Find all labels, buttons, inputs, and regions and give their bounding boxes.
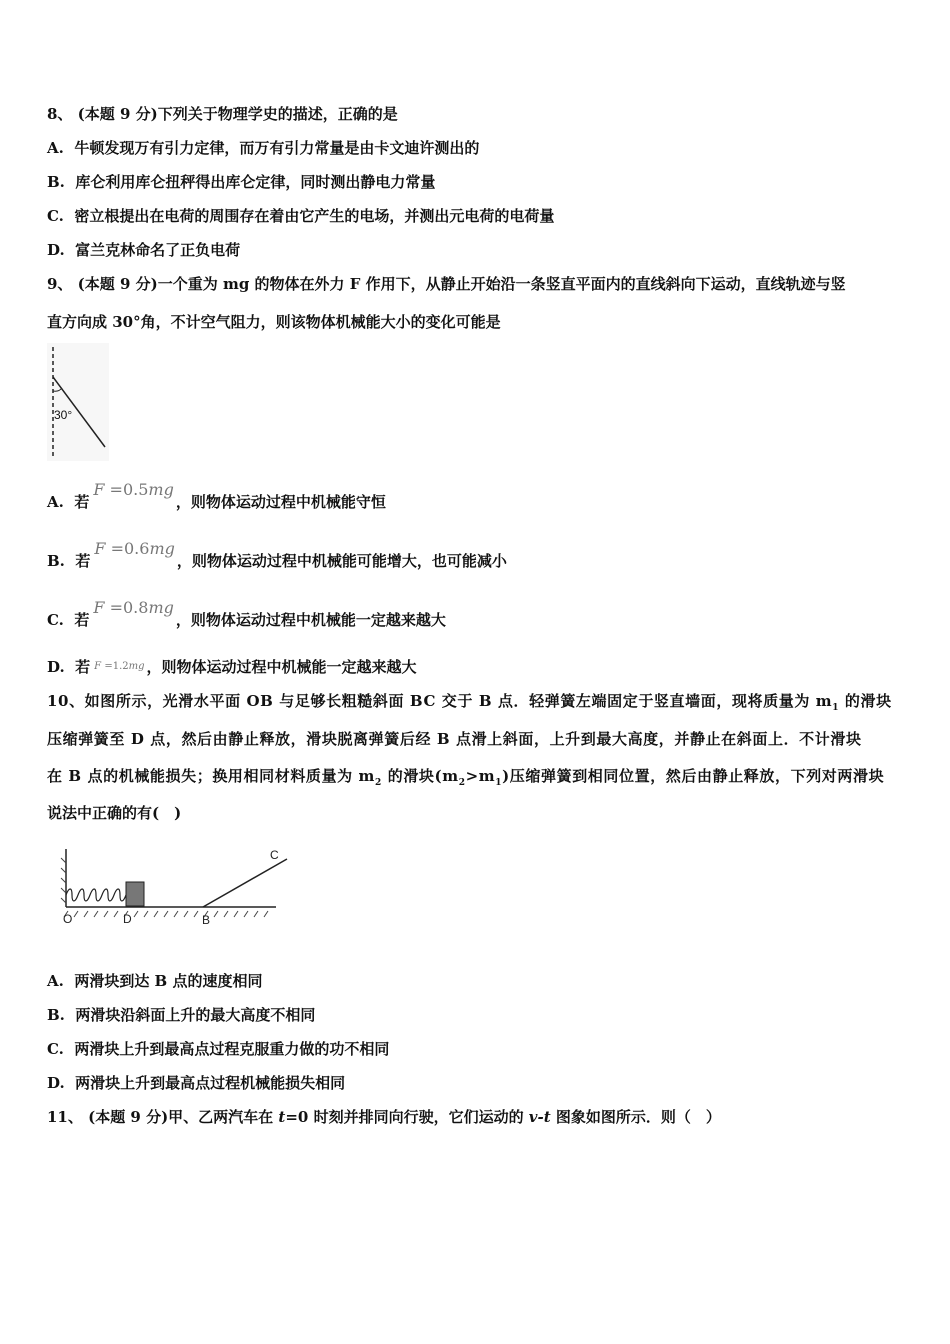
q9-option-d	[47, 656, 417, 677]
label-d: D	[123, 912, 132, 926]
formula-var: F	[93, 598, 105, 617]
text-segment: =0 时刻并排同向行驶，它们运动的	[285, 1108, 529, 1126]
q9-option-c	[47, 598, 446, 630]
option-label: B.	[47, 173, 65, 191]
option-text: 富兰克林命名了正负电荷	[75, 241, 241, 259]
option-label: D.	[47, 658, 65, 676]
text-segment: >m	[465, 767, 496, 785]
option-text: ，则物体运动过程中机械能一定越来越大	[175, 611, 446, 629]
formula	[93, 480, 173, 499]
option-prefix: 若	[75, 552, 91, 570]
option-text: 两滑块上升到最高点过程克服重力做的功不相同	[74, 1040, 390, 1058]
option-text: 两滑块沿斜面上升的最大高度不相同	[75, 1006, 316, 1024]
text-segment: 的滑块(m	[381, 767, 459, 785]
q10-stem-line3	[47, 765, 884, 788]
q8-option-a	[47, 137, 479, 158]
option-prefix: 若	[74, 611, 90, 629]
option-text: 库仑利用库仑扭秤得出库仑定律，同时测出静电力常量	[75, 173, 436, 191]
formula-eq: =	[109, 480, 123, 499]
formula	[94, 661, 144, 672]
formula-value: 1.2	[112, 661, 129, 672]
q10-stem-line2: 压缩弹簧至 D 点，然后由静止释放，滑块脱离弹簧后经 B 点滑上斜面，上升到最大高度，并静止在斜面上．不计滑块	[47, 730, 862, 748]
option-prefix: 若	[74, 493, 90, 511]
option-label: C.	[47, 611, 64, 629]
slider-block	[126, 882, 144, 906]
q8-option-b	[47, 171, 435, 192]
option-label: D.	[47, 241, 65, 259]
label-b: B	[202, 913, 211, 927]
q10-option-b	[47, 1004, 315, 1025]
q9-option-a	[47, 480, 386, 512]
label-c: C	[270, 848, 279, 862]
q10-option-c	[47, 1038, 389, 1059]
formula-value: 0.5	[122, 480, 149, 499]
q9-figure	[47, 343, 109, 461]
q10-figure	[58, 845, 290, 930]
q8-stem: 8、 (本题 9 分)下列关于物理学史的描述，正确的是	[47, 105, 398, 123]
q9-stem-line2: 直方向成 30°角，不计空气阻力，则该物体机械能大小的变化可能是	[47, 313, 501, 331]
formula-value: 0.8	[122, 598, 149, 617]
option-text: 两滑块到达 B 点的速度相同	[74, 972, 263, 990]
text-segment: 的滑块	[839, 692, 892, 710]
formula-unit: mg	[149, 539, 175, 558]
ground-hatching	[64, 911, 268, 917]
option-label: A.	[47, 972, 64, 990]
text-segment: 10、如图所示，光滑水平面 OB 与足够长粗糙斜面 BC 交于 B 点．轻弹簧左端固定于竖直墙面，现将质量为 m	[47, 692, 833, 710]
formula-value: 0.6	[123, 539, 150, 558]
figure-background	[47, 343, 109, 461]
formula-var: F	[94, 539, 106, 558]
formula-eq: =	[109, 598, 123, 617]
subscript: 2	[375, 778, 382, 788]
option-text: 两滑块上升到最高点过程机械能损失相同	[75, 1074, 346, 1092]
q10-option-a	[47, 970, 262, 991]
q10-option-d	[47, 1072, 345, 1093]
q10-stem-line1	[47, 690, 892, 713]
option-label: D.	[47, 1074, 65, 1092]
option-label: C.	[47, 1040, 64, 1058]
option-text: ，则物体运动过程中机械能守恒	[175, 493, 386, 511]
option-text: ，则物体运动过程中机械能一定越来越大	[146, 658, 417, 676]
q8-option-d	[47, 239, 240, 260]
option-text: 密立根提出在电荷的周围存在着由它产生的电场，并测出元电荷的电荷量	[74, 207, 555, 225]
italic-variable: t	[278, 1108, 286, 1126]
formula	[93, 598, 173, 617]
q11-stem	[47, 1106, 721, 1127]
option-label: B.	[47, 552, 65, 570]
formula-var: F	[94, 661, 102, 672]
text-segment: 11、 (本题 9 分)甲、乙两汽车在	[47, 1108, 279, 1126]
subscript: 1	[832, 703, 840, 713]
option-label: B.	[47, 1006, 65, 1024]
spring	[66, 889, 130, 901]
text-segment: )压缩弹簧到相同位置，然后由静止释放，下列对两滑块	[502, 767, 885, 785]
formula-var: F	[93, 480, 105, 499]
q10-stem-line4: 说法中正确的有( )	[47, 804, 182, 822]
q9-option-b	[47, 539, 507, 571]
label-o: O	[63, 912, 73, 926]
formula-unit: mg	[148, 598, 174, 617]
formula-eq: =	[104, 661, 113, 672]
text-segment: 在 B 点的机械能损失；换用相同材料质量为 m	[47, 767, 376, 785]
option-text: ，则物体运动过程中机械能可能增大，也可能减小	[176, 552, 507, 570]
formula-unit: mg	[148, 480, 174, 499]
formula-unit: mg	[128, 661, 145, 672]
incline-line	[203, 859, 287, 907]
subscript: 2	[458, 778, 466, 788]
q8-option-c	[47, 205, 554, 226]
formula	[94, 539, 174, 558]
option-label: C.	[47, 207, 64, 225]
option-text: 牛顿发现万有引力定律，而万有引力常量是由卡文迪许测出的	[74, 139, 480, 157]
italic-variable: v-t	[528, 1108, 551, 1126]
text-segment: 图象如图所示．则（ ）	[550, 1108, 721, 1126]
option-label: A.	[47, 493, 64, 511]
subscript: 1	[495, 778, 503, 788]
option-label: A.	[47, 139, 64, 157]
option-prefix: 若	[75, 658, 91, 676]
angle-label: 30°	[54, 408, 73, 422]
formula-eq: =	[110, 539, 124, 558]
q9-stem-line1: 9、 (本题 9 分)一个重为 mg 的物体在外力 F 作用下，从静止开始沿一条竖直平面内的直线斜向下运动，直线轨迹与竖	[47, 275, 846, 293]
